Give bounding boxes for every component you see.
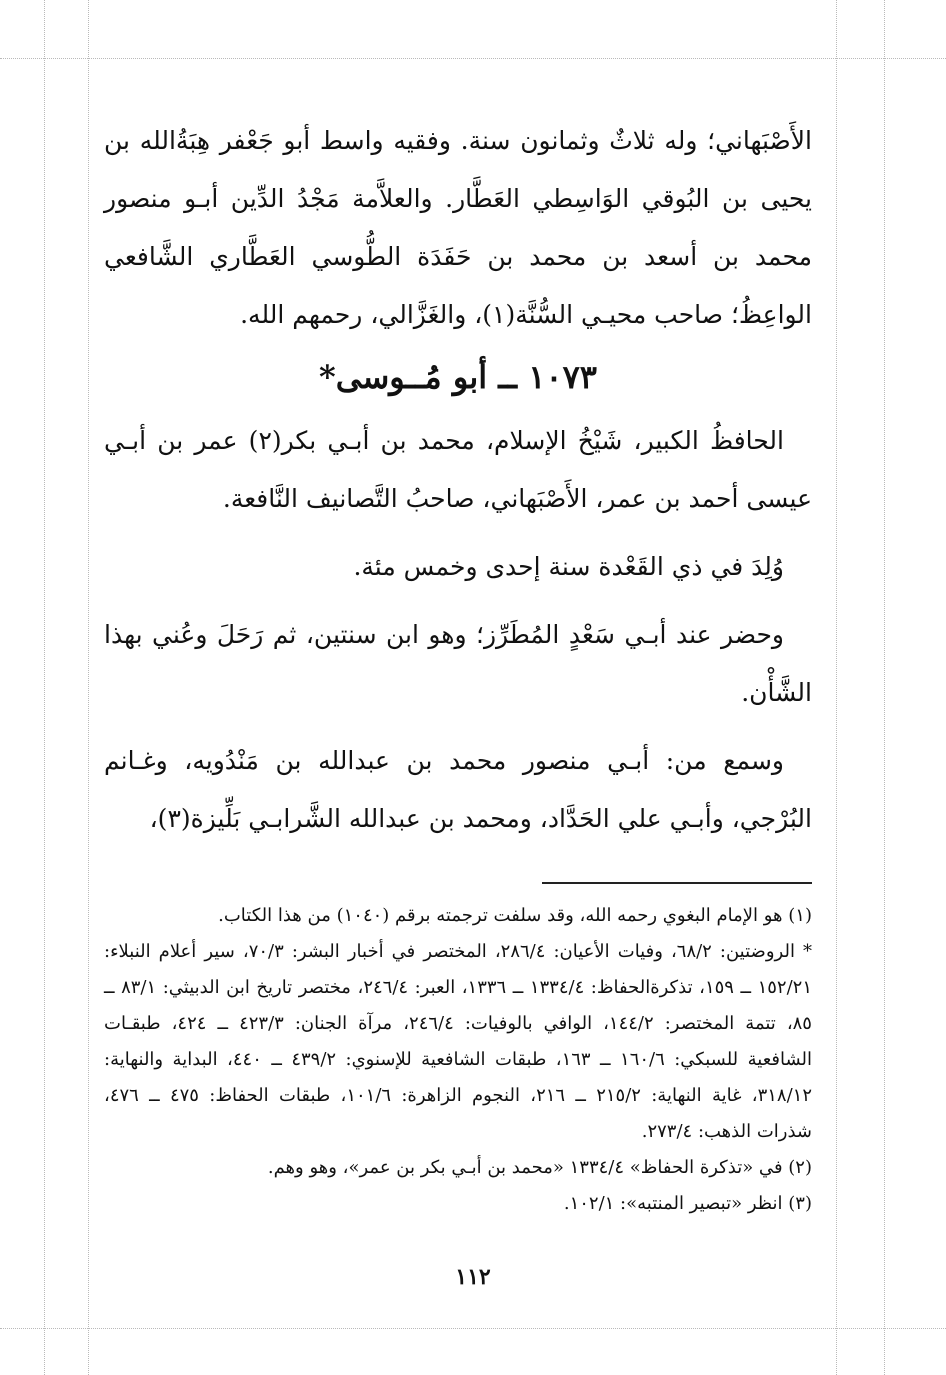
main-text xyxy=(104,112,812,848)
left-guide-line xyxy=(44,0,45,1375)
paragraph-2: الحافظُ الكبير، شَيْخُ الإسلام، محمد بن أبـي بكر(٢) عمر بن أبـي عيسى أحمد بن عمر، الأَصْبَهاني، صاحبُ التَّصانيف النَّافعة. xyxy=(104,426,812,513)
page-number: ١١٢ xyxy=(455,1264,491,1290)
footnote-3: (٣) انظر «تبصير المنتبه»: ١٠٢/١. xyxy=(563,1193,812,1214)
paragraph-3: وُلِدَ في ذي القَعْدة سنة إحدى وخمس مئة. xyxy=(353,552,784,581)
footnotes xyxy=(104,898,812,1222)
right-guide-line xyxy=(884,0,885,1375)
paragraph-1: الأَصْبَهاني؛ وله ثلاثٌ وثمانون سنة. وفقيه واسط أبو جَعْفر هِبَةُالله بن يحيى بن البُوقي الوَاسِطي العَطَّار. والعلاَّمة مَجْدُ الدِّين أبـو منصور محمد بن أسعد بن محمد بن حَفَدَة الطُّوسي العَطَّاري الشَّافعي الواعِظُ؛ صاحب محيـي السُّنَّة(١)، والغَزَّالي، رحمهم الله. xyxy=(104,126,812,329)
top-guide-line xyxy=(0,58,946,59)
footnote-sources: * الروضتين: ٦٨/٢، وفيات الأعيان: ٢٨٦/٤، المختصر في أخبار البشر: ٧٠/٣، سير أعلام النبلاء: ١٥٢/٢١ ــ ١٥٩، تذكرةالحفاظ: ١٣٣٤/٤ ــ ١٣٣٦، العبر: ٢٤٦/٤، مختصر تاريخ ابن الدبيثي: ٨٣/١ ــ ٨٥، تتمة المختصر: ١٤٤/٢، الوافي بالوفيات: ٢٤٦/٤، مرآة الجنان: ٤٢٣/٣ ــ ٤٢٤، طبقـات الشافعية للسبكي: ١٦٠/٦ ــ ١٦٣، طبقات الشافعية للإسنوي: ٤٣٩/٢ ــ ٤٤٠، البداية والنهاية: ٣١٨/١٢، غاية النهاية: ٢١٥/٢ ــ ٢١٦، النجوم الزاهرة: ١٠١/٦، طبقات الحفاظ: ٤٧٥ ــ ٤٧٦، شذرات الذهب: ٢٧٣/٤. xyxy=(104,941,813,1142)
paragraph-5: وسمع من: أبـي منصور محمد بن عبدالله بن مَنْدُويه، وغـانم البُرْجي، وأبـي علي الحَدَّاد، ومحمد بن عبدالله الشَّرابـي بَلِّيزة(٣)، xyxy=(104,746,812,833)
left-inner-guide-line xyxy=(88,0,89,1375)
footnote-2: (٢) في «تذكرة الحفاظ» ١٣٣٤/٤ «محمد بن أبـي بكر بن عمر»، وهو وهم. xyxy=(267,1157,812,1178)
paragraph-4: وحضر عند أبـي سَعْدٍ المُطَرِّز؛ وهو ابن سنتين، ثم رَحَلَ وعُني بهذا الشَّأْن. xyxy=(104,620,812,707)
bottom-guide-line xyxy=(0,1328,946,1329)
footnote-1: (١) هو الإمام البغوي رحمه الله، وقد سلفت ترجمته برقم (١٠٤٠) من هذا الكتاب. xyxy=(218,905,812,926)
footnote-divider xyxy=(542,882,812,884)
right-inner-guide-line xyxy=(836,0,837,1375)
entry-title: ١٠٧٣ ــ أبو مُــوسى* xyxy=(319,358,597,396)
book-page xyxy=(104,112,812,1222)
